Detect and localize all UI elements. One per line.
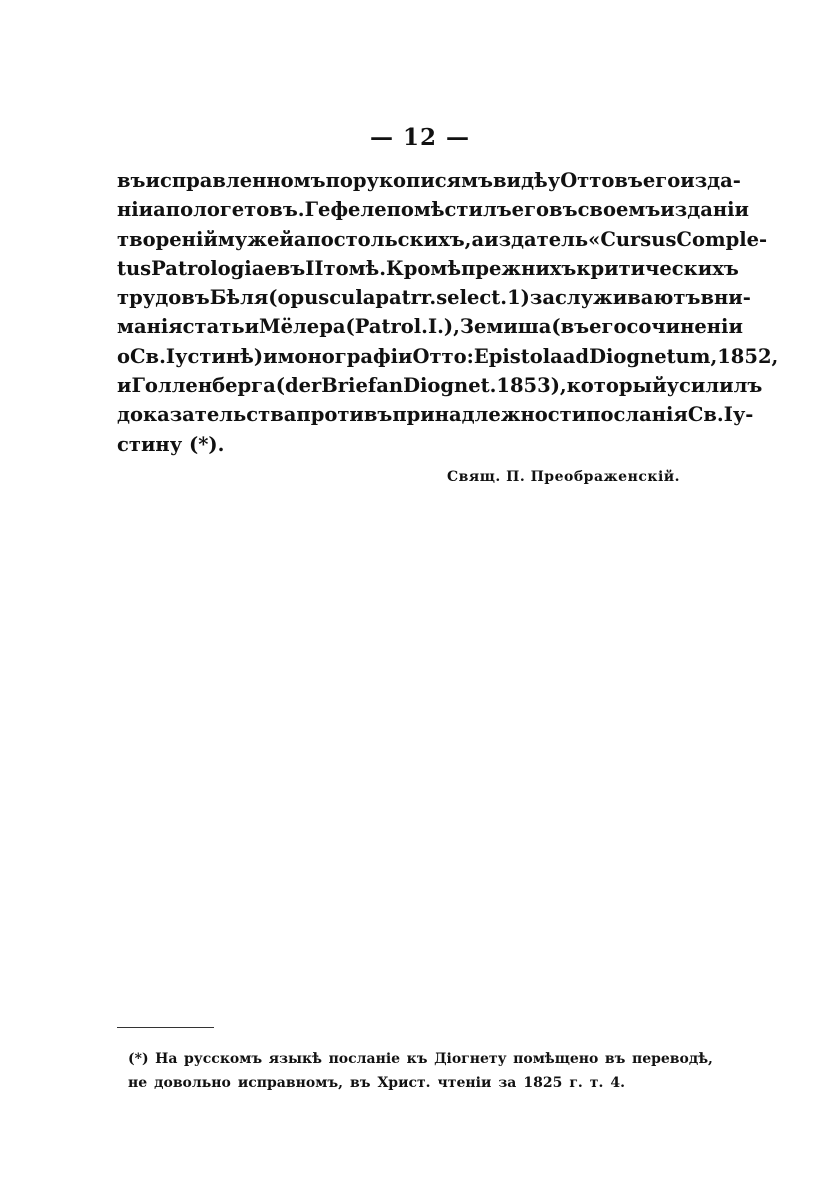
- word: вни-: [700, 286, 751, 310]
- word: (opuscula: [268, 286, 376, 310]
- word: чтеніи: [437, 1075, 492, 1091]
- word: 4.: [610, 1075, 625, 1091]
- word: языкѣ: [268, 1051, 322, 1067]
- word: манія: [117, 315, 183, 339]
- word: «Cursus: [588, 227, 677, 251]
- word: Голленберга: [131, 374, 276, 398]
- word: Діогнету: [434, 1051, 507, 1067]
- word: въ: [614, 169, 643, 192]
- footnote-divider: [117, 1027, 214, 1028]
- body-text: [117, 166, 779, 459]
- word: въ: [549, 198, 578, 222]
- word: г.: [569, 1075, 583, 1091]
- word: Отто: [560, 169, 615, 192]
- word: Мёлера: [259, 315, 346, 339]
- word: Св.: [130, 344, 166, 368]
- word: а: [471, 227, 485, 251]
- word: I.),: [427, 315, 460, 339]
- word: мужей: [217, 227, 294, 251]
- word: На: [155, 1051, 178, 1067]
- word: 1): [507, 286, 530, 310]
- word: апологетовъ.: [153, 198, 305, 222]
- word: Земиша: [459, 315, 552, 339]
- word: II: [305, 256, 324, 280]
- word: къ: [406, 1051, 428, 1067]
- word: который: [566, 374, 667, 398]
- word: критическихъ: [576, 256, 739, 280]
- word: не: [128, 1075, 148, 1091]
- body-line: [117, 283, 751, 312]
- word: за: [498, 1075, 517, 1091]
- body-line: стину (*).: [117, 432, 225, 456]
- body-line: [117, 166, 741, 195]
- word: Кромѣ: [386, 256, 462, 280]
- body-line: [117, 195, 749, 224]
- word: помѣщено: [513, 1051, 599, 1067]
- word: Отто:: [412, 344, 474, 368]
- word: (*): [128, 1051, 149, 1067]
- word: въ: [117, 169, 146, 192]
- word: an: [376, 374, 404, 398]
- body-line: [117, 342, 779, 371]
- word: ніи: [117, 198, 154, 222]
- word: (Patrol.: [345, 315, 428, 339]
- word: у: [547, 169, 561, 192]
- word: твореній: [117, 227, 218, 251]
- word: русскомъ: [184, 1051, 263, 1067]
- word: видѣ: [492, 169, 548, 192]
- word: 1825: [523, 1075, 563, 1091]
- body-line: [117, 254, 739, 283]
- word: и: [263, 344, 278, 368]
- word: Epistola: [473, 344, 563, 368]
- word: помѣстилъ: [386, 198, 512, 222]
- word: въ: [276, 256, 306, 280]
- word: прежнихъ: [461, 256, 577, 280]
- word: Св.: [687, 403, 724, 427]
- word: довольно: [154, 1075, 231, 1091]
- word: доказательства: [117, 403, 297, 427]
- word: 1852,: [717, 344, 779, 368]
- word: противъ: [296, 403, 393, 427]
- word: усилилъ: [666, 374, 763, 398]
- word: Іустинѣ): [165, 344, 264, 368]
- word: Бѣля: [209, 286, 269, 310]
- word: (der: [275, 374, 322, 398]
- word: въ: [604, 1051, 626, 1067]
- word: Гефеле: [304, 198, 387, 222]
- word: статьи: [182, 315, 260, 339]
- word: исправленномъ: [145, 169, 326, 192]
- word: трудовъ: [117, 286, 210, 310]
- word: Comple-: [676, 227, 768, 251]
- word: его: [642, 169, 681, 192]
- body-line: [117, 371, 763, 400]
- word: о: [117, 344, 131, 368]
- word: исправномъ,: [237, 1075, 343, 1091]
- word: принадлежности: [392, 403, 587, 427]
- word: по: [325, 169, 353, 192]
- word: его: [511, 198, 550, 222]
- word: своемъ: [577, 198, 661, 222]
- word: и: [117, 374, 132, 398]
- body-line: [117, 400, 754, 429]
- word: tus: [117, 256, 152, 280]
- word: изда-: [680, 169, 741, 192]
- footnote-line: [128, 1047, 713, 1071]
- word: Христ.: [377, 1075, 431, 1091]
- word: т.: [589, 1075, 604, 1091]
- word: монографіи: [277, 344, 413, 368]
- body-line: [117, 225, 768, 254]
- word: заслуживаютъ: [529, 286, 701, 310]
- word: сочиненіи: [626, 315, 743, 339]
- word: Diognet.: [403, 374, 497, 398]
- word: Brief: [321, 374, 377, 398]
- word: издатель: [484, 227, 589, 251]
- word: посланіе: [328, 1051, 401, 1067]
- word: Patrologiae: [151, 256, 277, 280]
- word: апостольскихъ,: [293, 227, 472, 251]
- footnote-line: [128, 1071, 713, 1095]
- word: переводѣ,: [631, 1051, 713, 1067]
- word: изданіи: [660, 198, 749, 222]
- body-line: [117, 312, 743, 341]
- word: въ: [349, 1075, 371, 1091]
- word: его: [589, 315, 627, 339]
- word: (въ: [551, 315, 590, 339]
- word: 1853),: [496, 374, 567, 398]
- word: посланія: [586, 403, 688, 427]
- word: select.: [436, 286, 508, 310]
- page-number: — 12 —: [369, 124, 471, 151]
- word: ad: [562, 344, 590, 368]
- word: patrr.: [375, 286, 437, 310]
- word: Diognetum,: [589, 344, 718, 368]
- author-signature: Свящ. П. Преображенскій.: [447, 469, 681, 485]
- word: Іу-: [723, 403, 754, 427]
- footnote: [128, 1047, 713, 1095]
- word: томѣ.: [323, 256, 387, 280]
- word: рукописямъ: [352, 169, 493, 192]
